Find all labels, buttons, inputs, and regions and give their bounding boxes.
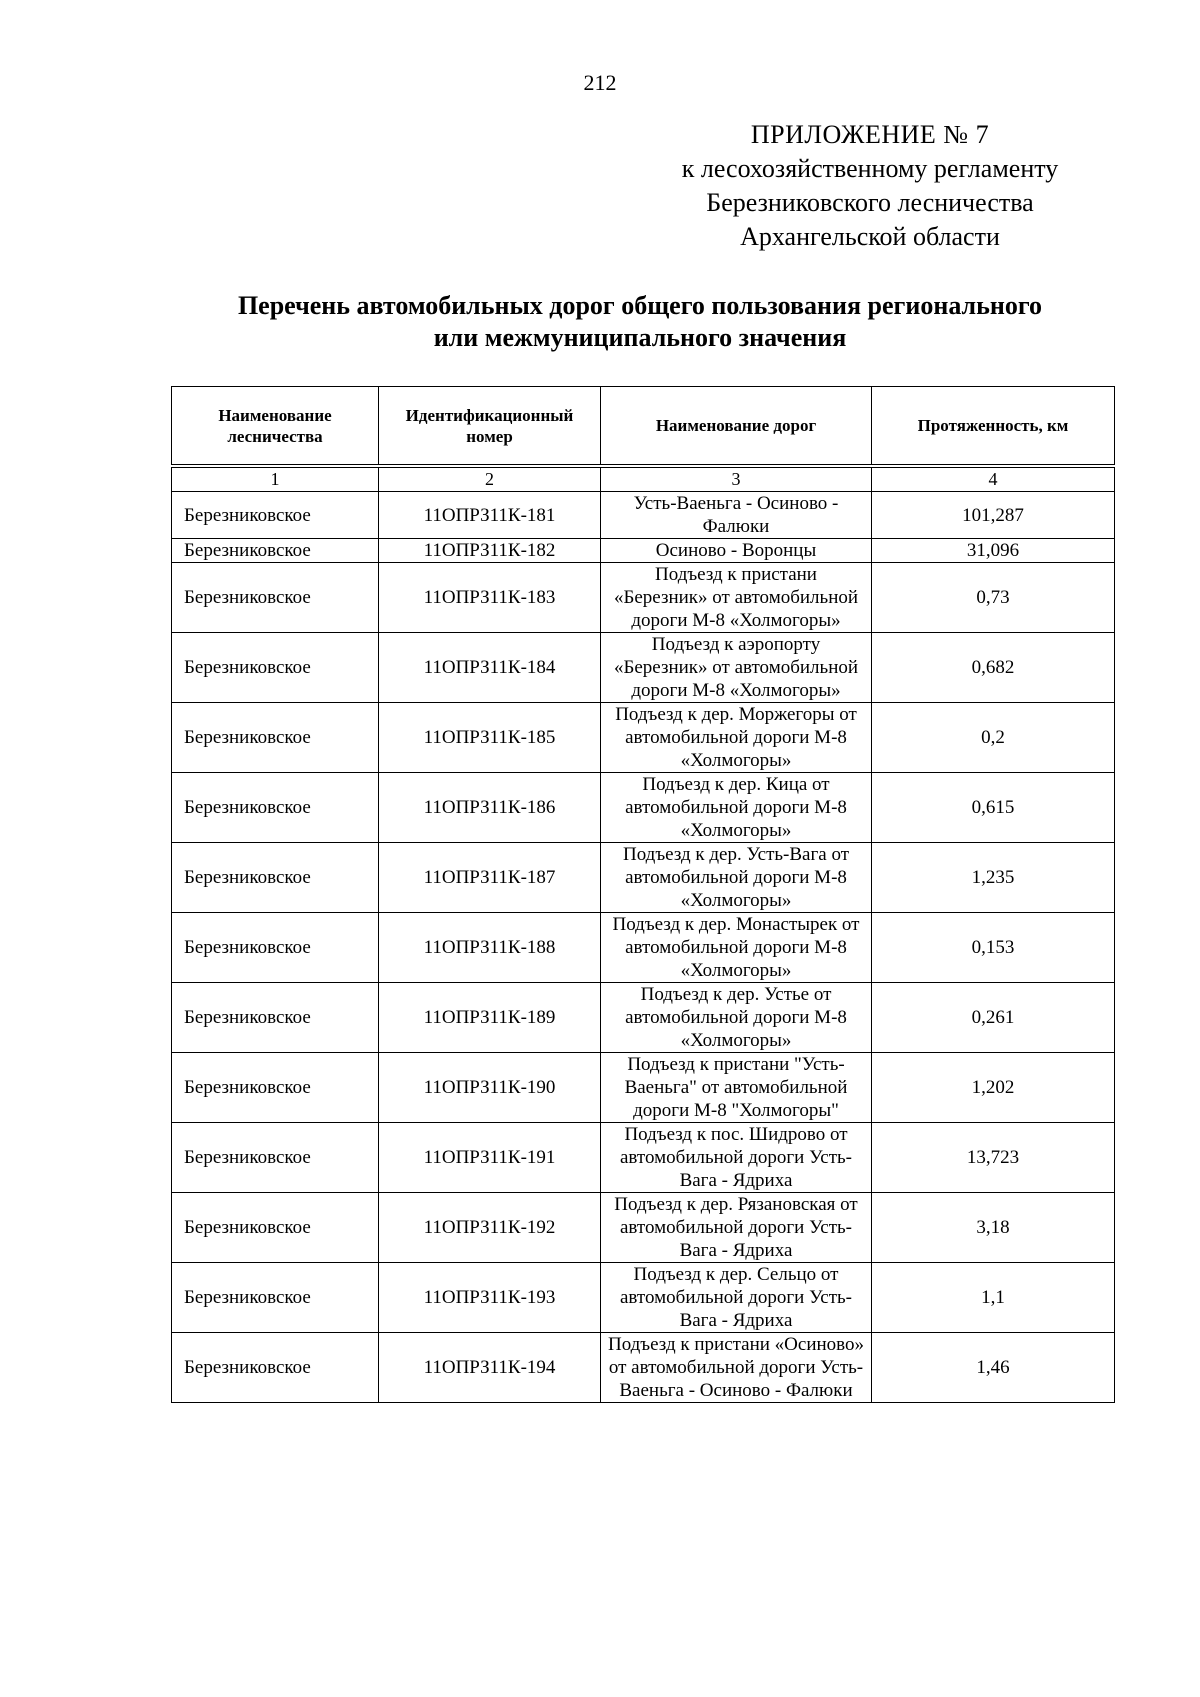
cell-length: 3,18	[872, 1193, 1115, 1263]
cell-length: 0,2	[872, 703, 1115, 773]
column-number-1: 1	[172, 468, 379, 492]
cell-forestry: Березниковское	[172, 633, 379, 703]
table-header-row	[172, 387, 1115, 465]
column-number-4: 4	[872, 468, 1115, 492]
cell-forestry: Березниковское	[172, 1333, 379, 1403]
header-road-name: Наименование дорог	[601, 387, 872, 465]
appendix-line-1: к лесохозяйственному регламенту	[681, 154, 1059, 183]
cell-road-name: Подъезд к пристани «Березник» от автомобильной дороги М-8 «Холмогоры»	[601, 563, 872, 633]
cell-road-name: Подъезд к пристани "Усть-Ваеньга" от автомобильной дороги М-8 "Холмогоры"	[601, 1053, 872, 1123]
cell-length: 0,73	[872, 563, 1115, 633]
cell-forestry: Березниковское	[172, 1123, 379, 1193]
cell-road-name: Подъезд к дер. Кица от автомобильной дороги М-8 «Холмогоры»	[601, 773, 872, 843]
cell-road-name: Подъезд к дер. Монастырек от автомобильной дороги М-8 «Холмогоры»	[601, 913, 872, 983]
table-row	[172, 1263, 1115, 1333]
cell-road-name: Подъезд к дер. Усть-Вага от автомобильной дороги М-8 «Холмогоры»	[601, 843, 872, 913]
table-row	[172, 492, 1115, 539]
cell-forestry: Березниковское	[172, 492, 379, 539]
cell-road-name: Подъезд к пос. Шидрово от автомобильной дороги Усть-Вага - Ядриха	[601, 1123, 872, 1193]
header-forestry: Наименование лесничества	[172, 387, 379, 465]
cell-id: 11ОПРЗ11К-192	[379, 1193, 601, 1263]
cell-length: 101,287	[872, 492, 1115, 539]
table-row	[172, 1193, 1115, 1263]
cell-id: 11ОПРЗ11К-181	[379, 492, 601, 539]
page-number: 212	[583, 70, 617, 95]
table-row	[172, 1053, 1115, 1123]
cell-forestry: Березниковское	[172, 983, 379, 1053]
document-title-line-1: Перечень автомобильных дорог общего пользования регионального	[237, 291, 1043, 320]
cell-length: 1,46	[872, 1333, 1115, 1403]
cell-id: 11ОПРЗ11К-189	[379, 983, 601, 1053]
table-row	[172, 703, 1115, 773]
table-row	[172, 539, 1115, 563]
appendix-line-3: Архангельской области	[740, 222, 1000, 251]
cell-road-name: Подъезд к аэропорту «Березник» от автомобильной дороги М-8 «Холмогоры»	[601, 633, 872, 703]
cell-road-name: Подъезд к дер. Сельцо от автомобильной дороги Усть-Вага - Ядриха	[601, 1263, 872, 1333]
cell-length: 1,235	[872, 843, 1115, 913]
header-id: Идентификационный номер	[379, 387, 601, 465]
cell-id: 11ОПРЗ11К-184	[379, 633, 601, 703]
cell-road-name: Подъезд к дер. Моржегоры от автомобильной дороги М-8 «Холмогоры»	[601, 703, 872, 773]
column-number-3: 3	[601, 468, 872, 492]
cell-id: 11ОПРЗ11К-182	[379, 539, 601, 563]
table-row	[172, 563, 1115, 633]
cell-id: 11ОПРЗ11К-186	[379, 773, 601, 843]
document-title	[160, 290, 1120, 354]
cell-forestry: Березниковское	[172, 703, 379, 773]
cell-road-name: Осиново - Воронцы	[601, 539, 872, 563]
cell-length: 0,261	[872, 983, 1115, 1053]
cell-length: 13,723	[872, 1123, 1115, 1193]
cell-forestry: Березниковское	[172, 539, 379, 563]
document-title-line-2: или межмуниципального значения	[433, 323, 847, 352]
cell-length: 1,1	[872, 1263, 1115, 1333]
cell-forestry: Березниковское	[172, 913, 379, 983]
cell-length: 1,202	[872, 1053, 1115, 1123]
cell-id: 11ОПРЗ11К-188	[379, 913, 601, 983]
table-row	[172, 913, 1115, 983]
cell-road-name: Подъезд к дер. Устье от автомобильной дороги М-8 «Холмогоры»	[601, 983, 872, 1053]
cell-forestry: Березниковское	[172, 1193, 379, 1263]
cell-length: 31,096	[872, 539, 1115, 563]
appendix-header	[600, 118, 1140, 254]
cell-road-name: Подъезд к дер. Рязановская от автомобильной дороги Усть-Вага - Ядриха	[601, 1193, 872, 1263]
cell-id: 11ОПРЗ11К-183	[379, 563, 601, 633]
cell-length: 0,153	[872, 913, 1115, 983]
table-row	[172, 843, 1115, 913]
cell-forestry: Березниковское	[172, 1053, 379, 1123]
cell-id: 11ОПРЗ11К-193	[379, 1263, 601, 1333]
cell-id: 11ОПРЗ11К-194	[379, 1333, 601, 1403]
cell-forestry: Березниковское	[172, 563, 379, 633]
table-row	[172, 1123, 1115, 1193]
header-length: Протяженность, км	[872, 387, 1115, 465]
cell-road-name: Усть-Ваеньга - Осиново - Фалюки	[601, 492, 872, 539]
table-row	[172, 633, 1115, 703]
cell-road-name: Подъезд к пристани «Осиново» от автомобильной дороги Усть-Ваеньга - Осиново - Фалюки	[601, 1333, 872, 1403]
cell-length: 0,682	[872, 633, 1115, 703]
cell-forestry: Березниковское	[172, 1263, 379, 1333]
appendix-line-2: Березниковского лесничества	[706, 188, 1034, 217]
cell-id: 11ОПРЗ11К-187	[379, 843, 601, 913]
cell-length: 0,615	[872, 773, 1115, 843]
cell-forestry: Березниковское	[172, 773, 379, 843]
table-row	[172, 1333, 1115, 1403]
column-number-2: 2	[379, 468, 601, 492]
table-row	[172, 983, 1115, 1053]
table-row	[172, 773, 1115, 843]
cell-id: 11ОПРЗ11К-190	[379, 1053, 601, 1123]
cell-id: 11ОПРЗ11К-191	[379, 1123, 601, 1193]
column-number-row	[172, 468, 1115, 492]
cell-id: 11ОПРЗ11К-185	[379, 703, 601, 773]
appendix-title: ПРИЛОЖЕНИЕ № 7	[750, 120, 990, 149]
roads-table	[171, 386, 1115, 1403]
cell-forestry: Березниковское	[172, 843, 379, 913]
